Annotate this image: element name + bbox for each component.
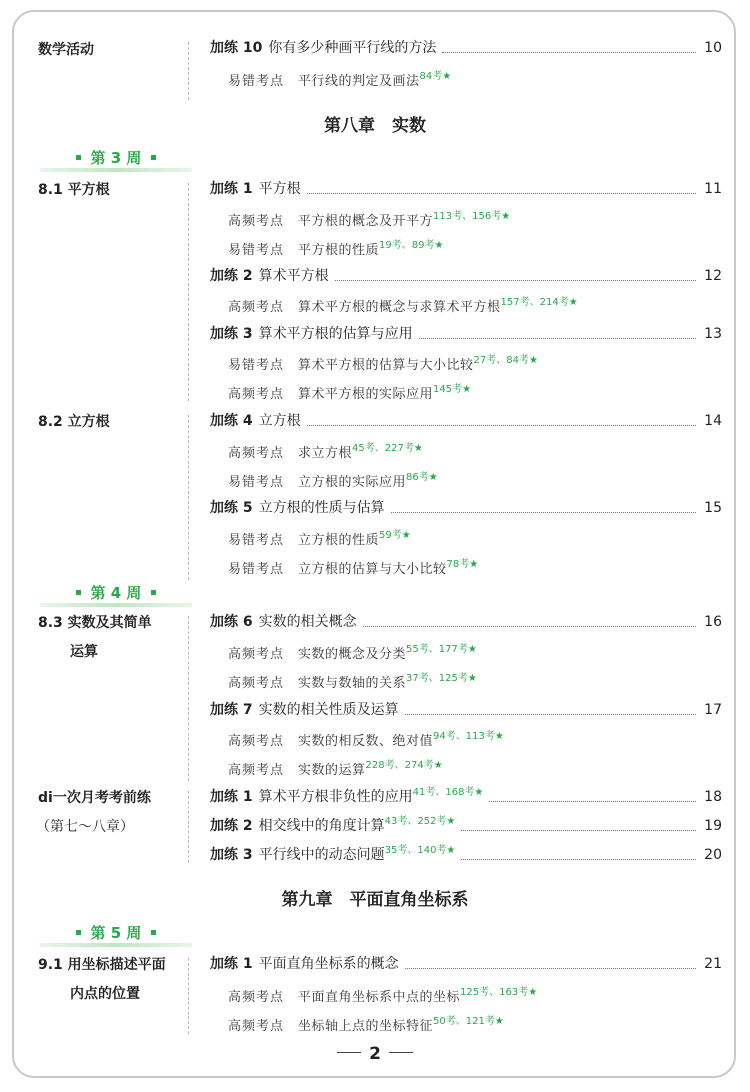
toc-subentry — [228, 555, 478, 580]
entry-tag: 加练 2 — [210, 818, 253, 834]
point-text: 立方根的估算与大小比较 — [298, 562, 447, 577]
point-text: 平方根的性质 — [298, 243, 380, 258]
section-label-cont: 内点的位置 — [70, 986, 140, 1002]
exam-ref: 157考、214考★ — [500, 297, 578, 308]
point-text: 算术平方根的实际应用 — [298, 387, 434, 402]
entry-title: 算术平方根 — [258, 268, 329, 284]
entry-tag: 加练 2 — [210, 268, 253, 284]
point-kind: 高频考点 — [228, 734, 285, 749]
dashed-divider — [188, 415, 189, 580]
page-number: 18 — [704, 789, 722, 805]
leader-dots — [461, 859, 696, 860]
point-text: 立方根的实际应用 — [298, 475, 407, 490]
toc-entry[interactable] — [210, 177, 722, 199]
exam-ref: 35考、140考★ — [384, 845, 456, 856]
section-label: 数学活动 — [38, 42, 94, 58]
leader-dots — [405, 714, 697, 715]
point-kind: 易错考点 — [228, 74, 285, 89]
point-text: 实数与数轴的关系 — [298, 676, 407, 691]
week-banner — [40, 923, 192, 949]
toc-entry[interactable] — [210, 843, 722, 865]
point-kind: 高频考点 — [228, 763, 285, 778]
exam-ref: 27考、84考★ — [473, 355, 538, 366]
leader-dots — [442, 52, 696, 53]
point-text: 坐标轴上点的坐标特征 — [298, 1019, 434, 1034]
point-text: 算术平方根的概念与求算术平方根 — [298, 300, 501, 315]
point-kind: 高频考点 — [228, 676, 285, 691]
exam-ref: 37考、125考★ — [406, 673, 477, 684]
page-number: 19 — [704, 818, 722, 834]
exam-ref: 55考、177考★ — [406, 644, 477, 655]
entry-tag: 加练 1 — [210, 789, 253, 805]
page-number: 10 — [704, 40, 722, 56]
section-label: 9.1 用坐标描述平面 — [38, 957, 166, 973]
dashed-divider — [188, 183, 189, 401]
toc-entry[interactable] — [210, 610, 722, 632]
square-icon — [76, 155, 81, 160]
week-label — [40, 148, 192, 168]
leader-dots — [335, 280, 697, 281]
point-kind: 高频考点 — [228, 214, 285, 229]
page-number: 16 — [704, 614, 722, 630]
dashed-divider — [188, 616, 189, 781]
toc-subentry — [228, 351, 538, 376]
section-label-cont: 运算 — [70, 644, 98, 660]
page-number: 20 — [704, 847, 722, 863]
entry-title: 平行线中的动态问题$^{35考、140考★}$ — [258, 845, 456, 863]
exam-ref: 145考★ — [433, 384, 472, 395]
exam-ref: 41考、168考★ — [412, 787, 484, 798]
point-kind: 高频考点 — [228, 300, 285, 315]
dashed-divider — [188, 42, 189, 100]
exam-ref: 94考、113考★ — [433, 731, 504, 742]
point-kind: 高频考点 — [228, 446, 285, 461]
toc-subentry — [228, 526, 411, 551]
exam-ref: 113考、156考★ — [433, 211, 511, 222]
entry-tag: 加练 6 — [210, 614, 253, 630]
entry-tag: 加练 5 — [210, 500, 253, 516]
week-band — [40, 168, 192, 172]
leader-dots — [461, 830, 696, 831]
toc-subentry — [228, 1012, 504, 1037]
toc-entry[interactable] — [210, 814, 722, 836]
exam-ref: 125考、163考★ — [460, 987, 538, 998]
week-text: 第 4 周 — [90, 584, 142, 602]
section-label: 8.2 立方根 — [38, 414, 110, 430]
exam-ref: 59考★ — [379, 530, 411, 541]
dashed-divider — [188, 791, 189, 863]
toc-subentry — [228, 236, 443, 261]
square-icon — [151, 155, 156, 160]
square-icon — [151, 590, 156, 595]
leader-dots — [419, 338, 697, 339]
point-text: 平行线的判定及画法 — [298, 74, 420, 89]
toc-subentry — [228, 640, 477, 665]
section-label: 8.1 平方根 — [38, 182, 110, 198]
exam-ref: 228考、274考★ — [365, 760, 443, 771]
entry-title: 平面直角坐标系的概念 — [258, 956, 399, 972]
leader-dots — [405, 968, 697, 969]
toc-subentry — [228, 669, 477, 694]
toc-entry[interactable] — [210, 785, 722, 807]
entry-title: 你有多少种画平行线的方法 — [268, 40, 437, 56]
exam-ref: 50考、121考★ — [433, 1016, 504, 1027]
leader-dots — [489, 801, 696, 802]
toc-subentry — [228, 439, 423, 464]
toc-subentry — [228, 293, 578, 318]
entry-tag: 加练 10 — [210, 40, 263, 56]
entry-title: 立方根 — [258, 413, 301, 429]
footer-rule — [337, 1052, 361, 1053]
chapter-title: 第八章 实数 — [324, 116, 426, 136]
toc-entry[interactable] — [210, 496, 722, 518]
point-text: 求立方根 — [298, 446, 353, 461]
exam-ref: 86考★ — [406, 472, 438, 483]
point-kind: 易错考点 — [228, 358, 285, 373]
exam-ref: 43考、252考★ — [384, 816, 456, 827]
square-icon — [76, 590, 81, 595]
toc-entry[interactable] — [210, 952, 722, 974]
exam-ref: 78考★ — [446, 559, 479, 570]
square-icon — [151, 930, 156, 935]
section-note: （第七～八章） — [36, 819, 134, 835]
leader-dots — [307, 425, 697, 426]
square-icon — [76, 930, 81, 935]
footer-rule — [389, 1052, 413, 1053]
toc-subentry — [228, 468, 438, 493]
toc-subentry — [228, 207, 510, 232]
point-kind: 高频考点 — [228, 1019, 285, 1034]
point-text: 立方根的性质 — [298, 533, 380, 548]
leader-dots — [307, 193, 697, 194]
entry-tag: 加练 3 — [210, 326, 253, 342]
entry-tag: 加练 4 — [210, 413, 253, 429]
point-kind: 易错考点 — [228, 533, 285, 548]
toc-subentry — [228, 67, 451, 92]
point-kind: 易错考点 — [228, 475, 285, 490]
exam-ref: 19考、89考★ — [379, 240, 444, 251]
entry-title: 算术平方根非负性的应用$^{41考、168考★}$ — [258, 787, 484, 805]
point-text: 算术平方根的估算与大小比较 — [298, 358, 474, 373]
exam-ref: 84考★ — [419, 71, 452, 82]
week-text: 第 3 周 — [90, 149, 142, 167]
week-banner — [40, 148, 192, 174]
toc-entry[interactable] — [210, 698, 722, 720]
point-text: 实数的运算 — [298, 763, 366, 778]
toc-entry[interactable] — [210, 409, 722, 431]
toc-subentry — [228, 983, 537, 1008]
week-text: 第 5 周 — [90, 924, 142, 942]
entry-title: 实数的相关概念 — [258, 614, 357, 630]
footer-page-number: 2 — [369, 1044, 381, 1064]
entry-title: 相交线中的角度计算$^{43考、252考★}$ — [258, 816, 456, 834]
point-kind: 易错考点 — [228, 562, 285, 577]
section-label: 8.3 实数及其简单 — [38, 615, 152, 631]
week-label — [40, 583, 192, 603]
entry-tag: 加练 1 — [210, 181, 253, 197]
point-kind: 高频考点 — [228, 990, 285, 1005]
leader-dots — [391, 512, 697, 513]
point-kind: 高频考点 — [228, 647, 285, 662]
toc-subentry — [228, 756, 443, 781]
exam-ref: 45考、227考★ — [352, 443, 423, 454]
page-number: 14 — [704, 413, 722, 429]
toc-entry[interactable] — [210, 36, 722, 58]
page-number: 12 — [704, 268, 722, 284]
week-label — [40, 923, 192, 943]
page-number: 17 — [704, 702, 722, 718]
entry-title: 算术平方根的估算与应用 — [258, 326, 413, 342]
dashed-divider — [188, 958, 189, 1034]
chapter-title: 第九章 平面直角坐标系 — [281, 890, 469, 910]
entry-title: 立方根的性质与估算 — [258, 500, 385, 516]
point-kind: 高频考点 — [228, 387, 285, 402]
page-footer — [0, 1044, 750, 1064]
page-number: 13 — [704, 326, 722, 342]
leader-dots — [363, 626, 697, 627]
entry-title: 平方根 — [258, 181, 301, 197]
section-label: di一次月考考前练 — [38, 790, 151, 806]
page-number: 11 — [704, 181, 722, 197]
entry-title: 实数的相关性质及运算 — [258, 702, 399, 718]
toc-subentry — [228, 727, 504, 752]
entry-tag: 加练 7 — [210, 702, 253, 718]
point-text: 实数的概念及分类 — [298, 647, 407, 662]
toc-entry[interactable] — [210, 322, 722, 344]
point-text: 平方根的概念及开平方 — [298, 214, 434, 229]
point-text: 实数的相反数、绝对值 — [298, 734, 434, 749]
week-band — [40, 603, 192, 607]
entry-tag: 加练 3 — [210, 847, 253, 863]
page-number: 21 — [704, 956, 722, 972]
point-text: 平面直角坐标系中点的坐标 — [298, 990, 461, 1005]
point-kind: 易错考点 — [228, 243, 285, 258]
entry-tag: 加练 1 — [210, 956, 253, 972]
toc-subentry — [228, 380, 471, 405]
week-band — [40, 943, 192, 947]
page-number: 15 — [704, 500, 722, 516]
toc-entry[interactable] — [210, 264, 722, 286]
week-banner — [40, 583, 192, 609]
